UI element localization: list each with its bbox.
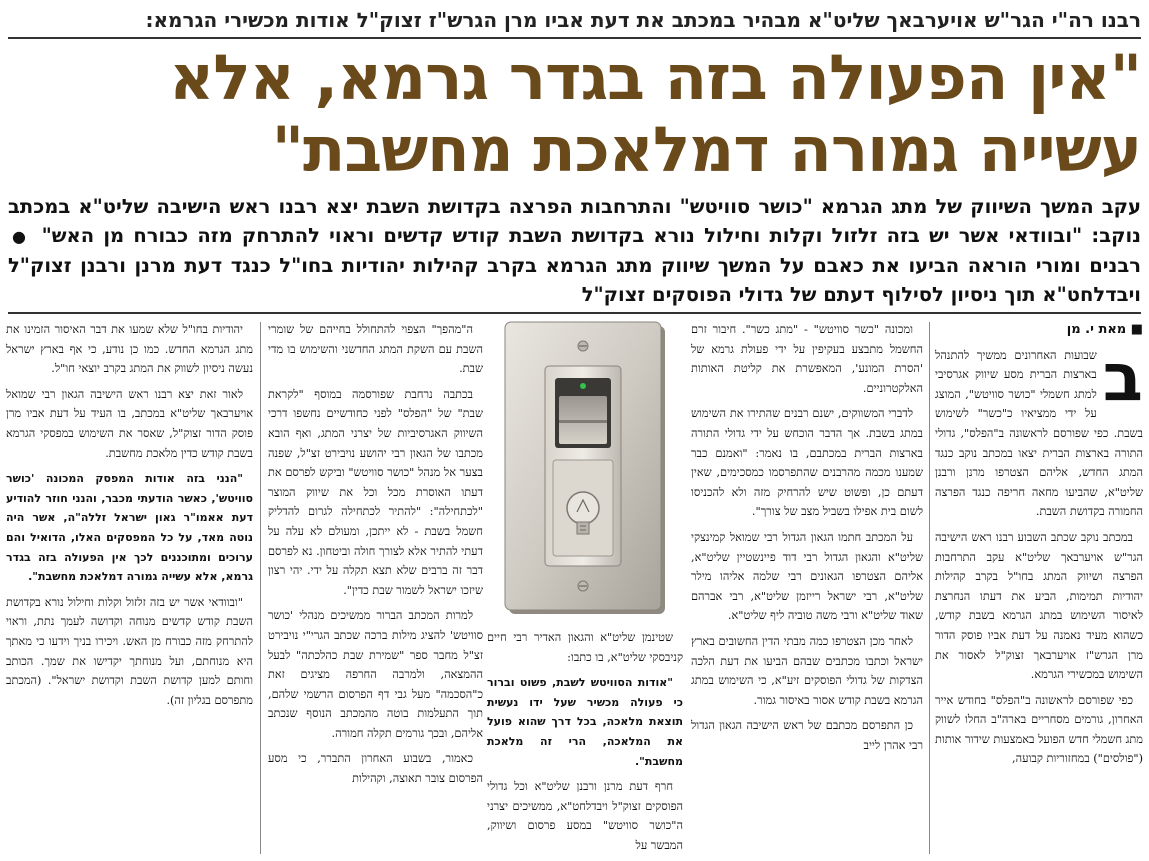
subdeck-part-1: עקב המשך השיווק של מתג הגרמא "כושר סוויטש" והתרחבות הפרצה בקדושת השבת יצא רבנו ראש הישיבה שליט"א במכתב נוקב: "ובוודאי אשר יש בזה זלזול וקלות וחילול נורא בקדושת השבת קודש קדשים וראוי להתרחק מזה כבורח מן האש" [8, 195, 1141, 247]
subdeck [8, 192, 1141, 314]
paragraph: ה"מהפך" הצפוי להתחולל בחייהם של שומרי השבת עם השקת המתג החדשני והשימוש בו מדי שבת. [268, 323, 483, 376]
subdeck-part-2: רבנים ומורי הוראה הביעו את כאבם על המשך שיווק מתג הגרמא בקרב קהילות יהודיות בחו"ל כנגד דעת מרנן ורבנן זצוק"ל ויבדלחט"א תוך ניסיון לסילוף דעתם של גדולי הפוסקים זצוק"ל [8, 254, 1141, 306]
paragraph: "ובוודאי אשר יש בזה זלזול וקלות וחילול נורא בקדושת השבת קודש קדשים מנוחה וקדושה לעמך נתת, וראוי להתרחק מזה כבורח מן האש. ויכירו בניך וידעו כי מאתך היא מנוחתם, ועל מנוחתך יקדישו את שמך. הכותב וחותם למען קדושת השבת וקדושת ישראל". (המכתב מתפרסם בגליון זה). [6, 595, 253, 707]
paragraph: לדברי המשווקים, ישנם רבנים שהתירו את השימוש במתג בשבת. אך הדבר הוכחש על ידי גדולי התורה בארצות הברית במכתבם, בו נאמר: "ואמנם כבר שמענו מכמה מהרבנים שהתפרסמו כמסכימים, שאין דעתם כן, ופשוט שיש להרחיק מזה ולא להכניסו לשום בית אפילו בשביל מצב של צורך". [691, 407, 923, 519]
headline-line-1: "אין הפעולה בזה בגדר גרמא, אלא [169, 42, 1141, 114]
lead-paragraph-wrap [935, 338, 1143, 522]
article-column-5 [6, 320, 253, 856]
headline [8, 42, 1141, 190]
drop-cap: ב [1102, 338, 1143, 416]
paragraph: במכתב נוקב שכתב השבוע רבנו ראש הישיבה הגר"ש אויערבאך שליט"א עקב התרחבות הפרצה ושיווק המתג בחו"ל בקרב קהילות יהודיות תמימות, הביע את דעתו הנחרצת לאיסור השימוש במתג הגרמא בשבת קודש, כשהוא מעיד נאמנה על דעת אביו פוסק הדור מרן הגרש"ז אויערבאך זצוק"ל לאסור את השימוש במכשירי הגרמא. [935, 530, 1143, 682]
column-divider [929, 322, 930, 854]
bullet-icon: ● [12, 227, 29, 246]
photo-column [487, 320, 683, 856]
light-switch-photo [487, 320, 683, 620]
paragraph: יהודיות בחו"ל שלא שמעו את דבר האיסור הזמינו את מתג הגרמא החדש. כמו כן נודע, כי אף בארץ ישראל נעשה ניסיון לשווק את המתג בקרב יוצאי חו"ל. [6, 323, 253, 376]
article-column-2 [691, 320, 923, 856]
byline: ■ מאת י. מן [1066, 322, 1143, 337]
paragraph: כפי שפורסם לראשונה ב"הפלס" בחודש אייר האחרון, גורמים מסחריים בארה"ב החלו לשווק מתג חשמלי חדש הפועל באמצעות שידור אותות ("פולסים") במחזוריות קבועה, [935, 693, 1143, 766]
paragraph: על המכתב חתמו הגאון הגדול רבי שמואל קמינצקי שליט"א והגאון הגדול רבי דוד פיינשטיין שליט"א, אליהם הצטרפו הגאונים רבי שלמה אליהו מילר שליט"א, רבי ישראל רייזמן שליט"א, רבי אברהם שאוד שליט"א ורבי משה טוביה ליף שליט"א. [691, 530, 923, 623]
paragraph: בכתבה נרחבת שפורסמה במוסף "לקראת שבת" של "הפלס" לפני כחודשיים נחשפו דרכי השיווק האגרסיביות של יצרני המתג, ואף הובא מכתבו של הגאון רבי יהושע נויבירט זצ"ל, שפנה בצער אל מנהל "כושר סוויטש" וביקש לפרסם את דעתו האוסרת מכל וכל את שיווק המוצר "לכתחילה": "להתיר לכתחילה לגרום להדליק חשמל בשבת - לא ייתכן, ומעולם לא עלה על דעתי להתיר אלא לצורך חולה וביטחון. נא לפרסם דבר זה ברבים שלא תצא תקלה על ידי. יהי רצון שיזכו ישראל לשמור שבת כדין". [268, 387, 483, 597]
article-column-1 [935, 320, 1143, 856]
article-column-4 [268, 320, 483, 856]
paragraph: שטינמן שליט"א והגאון האדיר רבי חיים קניבסקי שליט"א, בו כתבו: [487, 631, 683, 664]
paragraph [487, 673, 683, 771]
paragraph: שבועות האחרונים ממשיך להתנהל בארצות הברית מסע שיווק אגרסיבי למתג חשמלי "כושר סוויטש", המוצג על ידי ממציאיו כ"כשר" לשימוש בשבת. כפי שפורסם לראשונה ב"הפלס", גדולי התורה בארצות הברית יצאו במכתב נוקב כנגד המתג החדש, אליהם הצטרפו מרנן ורבנן שליט"א, שהביעו מחאה חריפה כנגד הפרצה החמורה בקדושת השבת. [935, 348, 1143, 519]
paragraph: לאחר מכן הצטרפו כמה מבתי הדין החשובים בארץ ישראל וכתבו מכתבים שבהם הביעו את דעת הלכה הצדקות של גדולי הפוסקים זיע"א, כי השימוש במתג הגרמא בשבת קודש אסור באיסור גמור. [691, 634, 923, 707]
kicker-line: רבנו רה"י הגר"ש אויערבאך שליט"א מבהיר במכתב את דעת אביו מרן הגרש"ז זצוק"ל אודות מכשירי הגרמא: [8, 3, 1141, 39]
paragraph: למרות המכתב הברור ממשיכים מנהלי 'כושר סוויטש' להציג מילות ברכה שכתב הגרי"י נויבירט זצ"ל מחבר ספר "שמירת שבת כהלכתה" לבעל ההמצאה, ולמרבה החרפה מציגים זאת כ"הסכמה" מעל גבי דף הפרסום הרשמי שלהם, תוך התעלמות בוטה מהמכתב הנוסף שנכתב אליהם, ובכך גורמים תקלה חמורה. [268, 609, 483, 740]
paragraph: חרף דעת מרנן ורבנן שליט"א וכל גדולי הפוסקים זצוק"ל ויבדלחט"א, ממשיכים יצרני ה"כושר סוויטש" במסע פרסום ושיווק, המבשר על [487, 780, 683, 852]
paragraph [6, 469, 253, 587]
paragraph: לאור זאת יצא רבנו ראש הישיבה הגאון רבי שמואל אויערבאך שליט"א במכתב, בו העיד על דעת אביו מרן פוסק הדור זצוק"ל, שאסר את השימוש במפסקי הגרמא בשבת קודש כדין מלאכת מחשבת. [6, 387, 253, 460]
paragraph: כן התפרסם מכתבם של ראש הישיבה הגאון הגדול רבי אהרן לייב [691, 719, 923, 752]
photo-column-text [487, 628, 683, 854]
column-divider [260, 322, 261, 854]
headline-line-2: עשייה גמורה דמלאכת מחשבת" [271, 113, 1141, 186]
bold-quote: "אודות הסוויטש לשבת, פשוט וברור כי פעולה מכשיר שעל ידו נעשית תוצאת מלאכה, בכל דרך שהוא פועל את המלאכה, הרי זה מלאכת מחשבת". [487, 676, 683, 768]
paragraph: ומכונה "כשר סוויטש" - "מתג כשר". חיבור זרם החשמל מתבצע בעקיפין על ידי פעולת גרמא של 'הסרת המונע', המאפשרת את קליטת האותות האלקטרוניים. [691, 323, 923, 395]
paragraph: כאמור, בשבוע האחרון התברר, כי מסע הפרסום צובר תאוצה, וקהילות [268, 752, 483, 786]
bold-quote: "הנני בזה אודות המפסק המכונה 'כושר סוויטש', כאשר הודעתי מכבר, והנני חוזר להודיע דעת אאמו"ר גאון ישראל זללה"ה, אשר היה נוטה מאד, על כל המפסקים האלו, הדואיל והם ערוכים ומתוכננים לכך אין הפעולה בזה בגדר גרמא, אלא עשייה גמורה דמלאכת מחשבת". [6, 472, 253, 584]
